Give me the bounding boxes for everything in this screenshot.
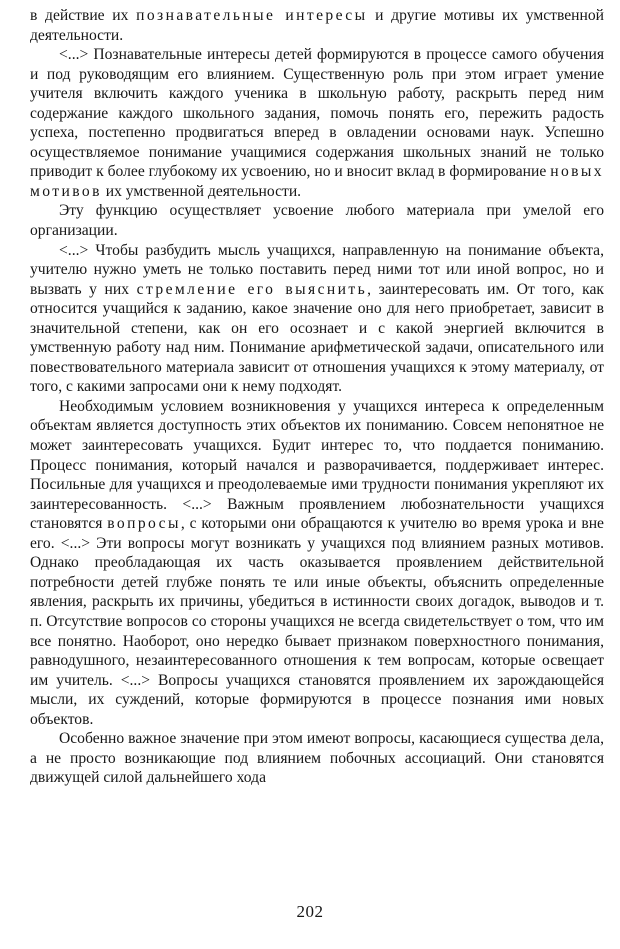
paragraph-text: , с которыми они обращаются к учителю во время урока и вне его. <...> Эти вопросы могут возникать у учащихся под влиянием разных мотивов. Однако преобладающая их часть оказывается проявлением действительной потребности детей глубже понять те или иные объекты, объяснить определенные явления, раскрыть их причины, убедиться в истинности своих догадок, выводов и т. п. Отсутствие вопросов со стороны учащихся не всегда свидетельствует о том, что им все понятно. Наоборот, оно нередко бывает признаком поверхностного понимания, равнодушного, незаинтересованного отношения к тем вопросам, которые освещает им учитель. <...> Вопросы учащихся становятся проявлением их зарождающейся мысли, их суждений, которые формируются в процессе познания ими новых объектов.	[30, 515, 604, 728]
spaced-emphasis-text: стремление его выяснить	[136, 280, 368, 298]
paragraph	[30, 201, 604, 240]
paragraph	[30, 729, 604, 788]
paragraph	[30, 397, 604, 729]
spaced-emphasis-text: познавательные интересы	[136, 7, 368, 24]
paragraph	[30, 45, 604, 201]
paragraph-text: их умственной деятельности.	[101, 182, 302, 200]
page-number: 202	[296, 902, 324, 921]
paragraph-text: <...> Познавательные интересы детей формируются в процессе самого обучения и под руководящим его влиянием. Существенную роль при этом играет умение учителя включить каждого ученика в школьную работу, раскрыть перед ним содержание каждого школьного задания, помочь понять его, пережить радость успеха, постепенно продвигаться вперед в овладении основами наук. Успешно осуществляемое понимание учащимися содержания школьных знаний не только приводит к более глубокому их усвоению, но и вносит вклад в формирование	[30, 46, 604, 181]
paragraph	[30, 241, 604, 397]
paragraph-text: в действие их	[30, 7, 137, 24]
paragraph-text: Эту функцию осуществляет усвоение любого материала при умелой его организации.	[30, 202, 604, 240]
page-body	[30, 6, 604, 788]
spaced-emphasis-text: вопросы	[107, 515, 181, 533]
paragraph	[30, 6, 604, 45]
paragraph-text: Необходимым условием возникновения у учащихся интереса к определенным объектам является доступность этих объектов их пониманию. Совсем непонятное не может заинтересовать учащихся. Будит интерес то, что поддается пониманию. Процесс понимания, который начался и разворачивается, поддерживает интерес. Посильные для учащихся и преодолеваемые ими трудности понимания укрепляют их заинтересованность. <...> Важным проявлением любознательности учащихся становятся	[30, 397, 604, 533]
paragraph-text: и другие мотивы их умственной деятельности.	[30, 7, 604, 44]
paragraph-text: , заинтересовать им. От того, как относится учащийся к заданию, какое значение оно для него приобретает, зависит в значительной степени, как он его осознает и с какой энергией включится в умственную работу над ним. Понимание арифметической задачи, описательного или повествовательного материала зависит от отношения учащихся к этому материалу, от того, с какими запросами они к нему подходят.	[30, 280, 604, 396]
paragraph-text: Особенно важное значение при этом имеют вопросы, касающиеся существа дела, а не просто возникающие под влиянием побочных ассоциаций. Они становятся движущей силой дальнейшего хода	[30, 730, 604, 787]
paragraph-text: <...> Чтобы разбудить мысль учащихся, направленную на понимание объекта, учителю нужно уметь не только поставить перед ними тот или иной вопрос, но и вызвать у них	[30, 241, 604, 298]
spaced-emphasis-text: новых мотивов	[30, 163, 604, 200]
